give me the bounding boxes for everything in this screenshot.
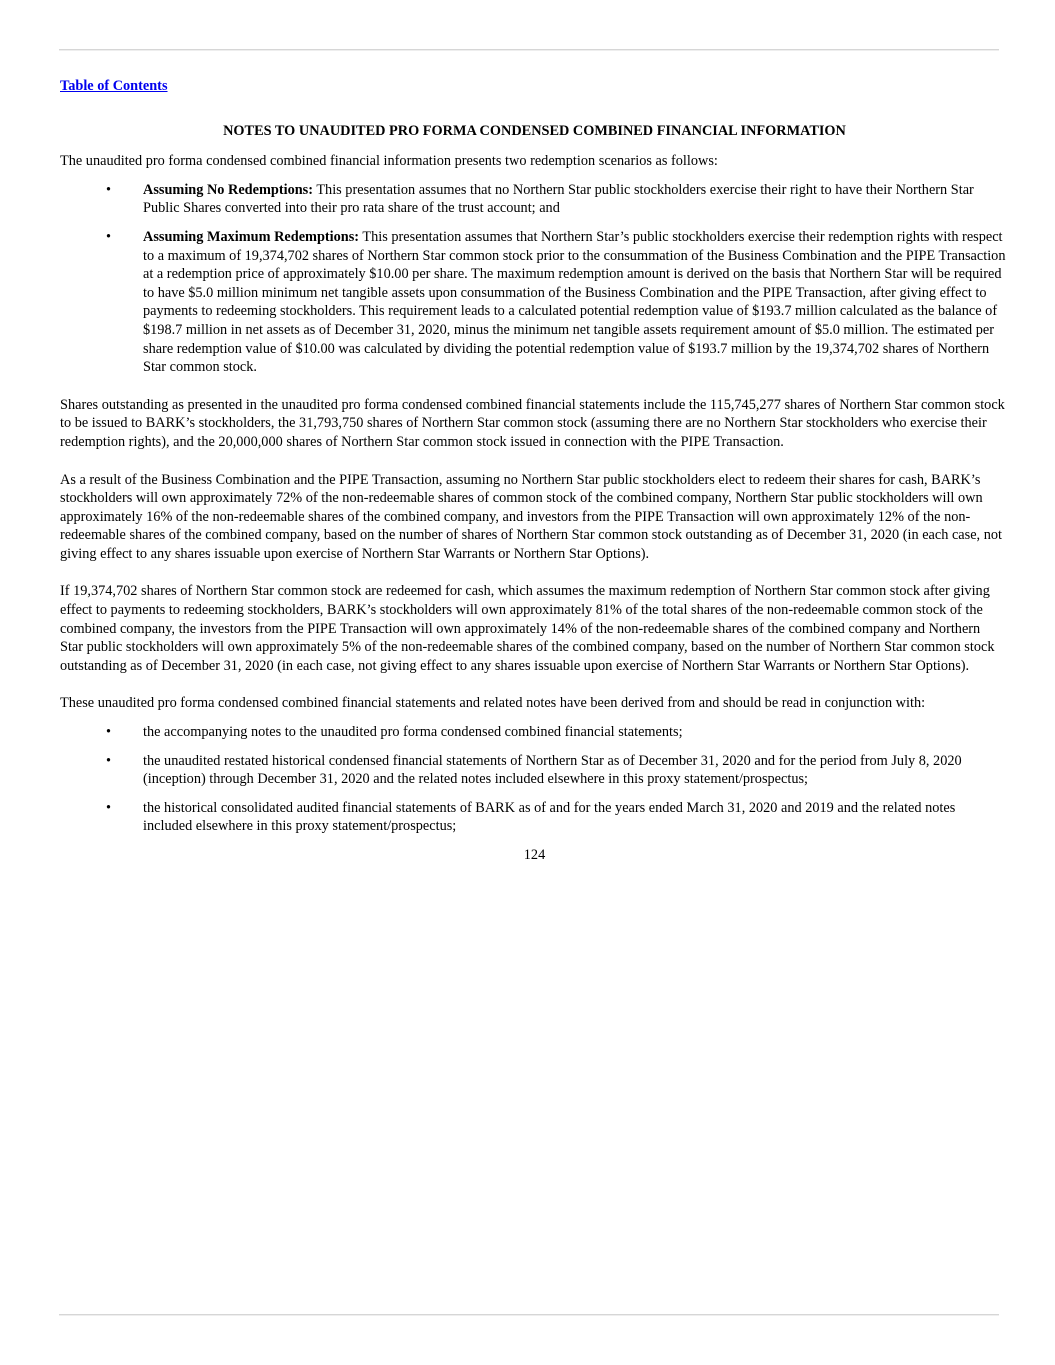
list-item <box>60 799 1006 836</box>
shares-outstanding-paragraph: Shares outstanding as presented in the unaudited pro forma condensed combined financial statements include the 115,745,277 shares of Northern Star common stock to be issued to BARK’s stockholders, the 31,793,750 shares of Northern Star common stock (assuming there are no Northern Star stockholders who exercise their redemption rights), and the 20,000,000 shares of Northern Star common stock issued in connection with the PIPE Transaction. <box>60 396 1005 450</box>
table-of-contents-link[interactable]: Table of Contents <box>60 78 168 94</box>
bullet-icon: • <box>106 752 112 769</box>
bullet-icon: • <box>106 181 112 198</box>
no-redemption-ownership-paragraph: As a result of the Business Combination and the PIPE Transaction, assuming no Northern Star public stockholders elect to redeem their shares for cash, BARK’s stockholders will own approximately 72% of the non-redeemable shares of common stock of the combined company, Northern Star public stockholders will own approximately 16% of the non-redeemable shares of the combined company, and investors from the PIPE Transaction will own approximately 12% of the non-redeemable shares of the combined company, based on the number of shares of Northern Star common stock outstanding as of December 31, 2020 (in each case, not giving effect to any shares issuable upon exercise of Northern Star Warrants or Northern Star Options). <box>60 471 1002 562</box>
source-text: the unaudited restated historical condensed financial statements of Northern Star as of December 31, 2020 and for the period from July 8, 2020 (inception) through December 31, 2020 and the related notes included elsewhere in this proxy statement/prospectus; <box>143 752 962 788</box>
bullet-icon: • <box>106 228 112 245</box>
bullet-icon: • <box>106 799 112 816</box>
list-item <box>60 228 1006 377</box>
page-number: 124 <box>523 847 546 863</box>
max-redemption-ownership-paragraph: If 19,374,702 shares of Northern Star common stock are redeemed for cash, which assumes the maximum redemption of Northern Star common stock after giving effect to payments to redeeming stockholders, BARK’s stockholders will own approximately 81% of the total shares of the non-redeemable common stock of the combined company, the investors from the PIPE Transaction will own approximately 14% of the non-redeemable shares of the combined company and Northern Star public stockholders will own approximately 5% of the non-redeemable shares of the combined company, based on the number of Northern Star common stock outstanding as of December 31, 2020 (in each case, not giving effect to any shares issuable upon exercise of Northern Star Warrants or Northern Star Options). <box>60 583 995 674</box>
scenario-label: Assuming Maximum Redemptions: <box>143 228 360 245</box>
source-text: the historical consolidated audited financial statements of BARK as of and for the years ended March 31, 2020 and 2019 and the related notes included elsewhere in this proxy statement/prospectus; <box>143 799 956 835</box>
top-divider <box>59 49 999 51</box>
source-statements-list <box>60 723 1006 836</box>
list-item <box>60 752 1006 789</box>
intro-paragraph: The unaudited pro forma condensed combined financial information presents two redemption scenarios as follows: <box>60 153 718 170</box>
source-text: the accompanying notes to the unaudited pro forma condensed combined financial statements; <box>143 724 683 741</box>
redemption-scenarios-list <box>60 181 1006 377</box>
scenario-text: This presentation assumes that no Northern Star public stockholders exercise their right to have their Northern Star Public Shares converted into their pro rata share of the trust account; and <box>143 181 974 217</box>
bottom-divider <box>59 1314 999 1316</box>
list-item <box>60 723 1006 742</box>
derivation-paragraph: These unaudited pro forma condensed combined financial statements and related notes have been derived from and should be read in conjunction with: <box>60 695 926 712</box>
scenario-label: Assuming No Redemptions: <box>143 181 313 198</box>
bullet-icon: • <box>106 724 112 741</box>
page-title: NOTES TO UNAUDITED PRO FORMA CONDENSED COMBINED FINANCIAL INFORMATION <box>223 122 846 139</box>
document-page <box>60 77 1006 865</box>
scenario-text: This presentation assumes that Northern Star’s public stockholders exercise their redemption rights with respect to a maximum of 19,374,702 shares of Northern Star common stock prior to the consummation of the Business Combination and the PIPE Transaction at a redemption price of approximately $10.00 per share. The maximum redemption amount is derived on the basis that Northern Star will be required to have $5.0 million minimum net tangible assets upon consummation of the Business Combination and the PIPE Transaction, after giving effect to payments to redeeming stockholders. This requirement leads to a calculated potential redemption value of $193.7 million calculated as the balance of $198.7 million in net assets as of December 31, 2020, minus the minimum net tangible assets requirement amount of $5.0 million. The estimated per share redemption value of $10.00 was calculated by dividing the potential redemption value of $193.7 million by the 19,374,702 shares of Northern Star common stock. <box>143 228 1006 376</box>
list-item <box>60 181 1006 218</box>
